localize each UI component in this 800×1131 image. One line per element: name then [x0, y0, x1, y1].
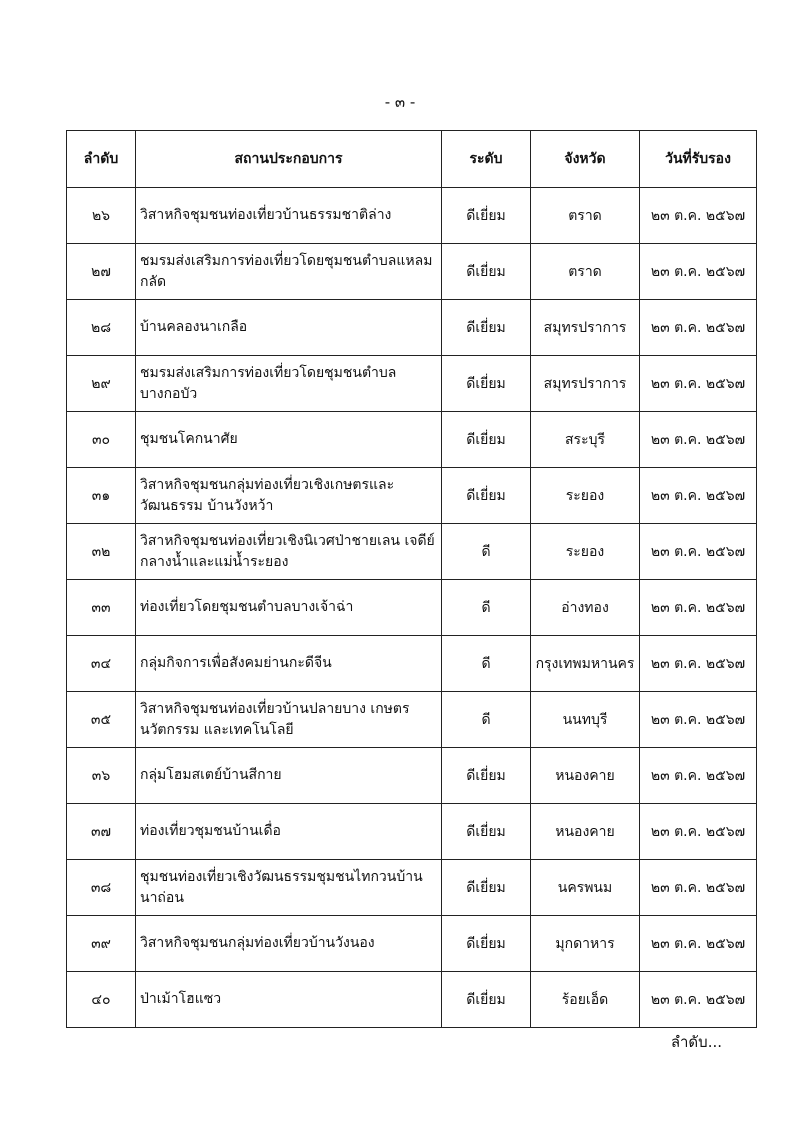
table-row — [67, 524, 757, 580]
province: อ่างทอง — [531, 580, 640, 636]
operator-name: วิสาหกิจชุมชนท่องเที่ยวบ้านธรรมชาติล่าง — [136, 188, 442, 244]
table-row — [67, 300, 757, 356]
province: ระยอง — [531, 524, 640, 580]
certification-level: ดีเยี่ยม — [442, 860, 531, 916]
row-number: ๓๔ — [67, 636, 136, 692]
table-row — [67, 972, 757, 1028]
table-row — [67, 468, 757, 524]
certification-level: ดีเยี่ยม — [442, 356, 531, 412]
table-header-row — [67, 131, 757, 188]
operator-name: ป่าเม้าโฮแซว — [136, 972, 442, 1028]
header-level: ระดับ — [442, 131, 531, 188]
certification-date: ๒๓ ต.ค. ๒๕๖๗ — [640, 188, 757, 244]
table-row — [67, 356, 757, 412]
province: สมุทรปราการ — [531, 356, 640, 412]
certification-date: ๒๓ ต.ค. ๒๕๖๗ — [640, 356, 757, 412]
header-no: ลำดับ — [67, 131, 136, 188]
operator-name: กลุ่มกิจการเพื่อสังคมย่านกะดีจีน — [136, 636, 442, 692]
row-number: ๓๙ — [67, 916, 136, 972]
certification-date: ๒๓ ต.ค. ๒๕๖๗ — [640, 804, 757, 860]
certified-operators-table — [66, 130, 757, 1028]
row-number: ๓๓ — [67, 580, 136, 636]
certification-date: ๒๓ ต.ค. ๒๕๖๗ — [640, 412, 757, 468]
header-date: วันที่รับรอง — [640, 131, 757, 188]
row-number: ๓๒ — [67, 524, 136, 580]
province: สระบุรี — [531, 412, 640, 468]
row-number: ๓๐ — [67, 412, 136, 468]
operator-name: บ้านคลองนาเกลือ — [136, 300, 442, 356]
certification-level: ดีเยี่ยม — [442, 804, 531, 860]
certification-date: ๒๓ ต.ค. ๒๕๖๗ — [640, 580, 757, 636]
certification-level: ดีเยี่ยม — [442, 916, 531, 972]
certification-date: ๒๓ ต.ค. ๒๕๖๗ — [640, 300, 757, 356]
province: นครพนม — [531, 860, 640, 916]
table-body — [67, 188, 757, 1028]
row-number: ๒๗ — [67, 244, 136, 300]
certification-level: ดี — [442, 692, 531, 748]
operator-name: กลุ่มโฮมสเตย์บ้านสีกาย — [136, 748, 442, 804]
certification-date: ๒๓ ต.ค. ๒๕๖๗ — [640, 468, 757, 524]
table-row — [67, 412, 757, 468]
operator-name: วิสาหกิจชุมชนกลุ่มท่องเที่ยวเชิงเกษตรและวัฒนธรรม บ้านวังหว้า — [136, 468, 442, 524]
row-number: ๒๙ — [67, 356, 136, 412]
header-name: สถานประกอบการ — [136, 131, 442, 188]
operator-name: ชุมชนท่องเที่ยวเชิงวัฒนธรรมชุมชนไทกวนบ้านนาถ่อน — [136, 860, 442, 916]
province: กรุงเทพมหานคร — [531, 636, 640, 692]
certification-date: ๒๓ ต.ค. ๒๕๖๗ — [640, 972, 757, 1028]
table-row — [67, 748, 757, 804]
table-row — [67, 804, 757, 860]
table-row — [67, 692, 757, 748]
table-row — [67, 244, 757, 300]
table-row — [67, 636, 757, 692]
page-number: - ๓ - — [384, 93, 416, 111]
table-row — [67, 580, 757, 636]
header-province: จังหวัด — [531, 131, 640, 188]
certification-level: ดี — [442, 636, 531, 692]
certification-date: ๒๓ ต.ค. ๒๕๖๗ — [640, 748, 757, 804]
certification-level: ดีเยี่ยม — [442, 972, 531, 1028]
province: หนองคาย — [531, 748, 640, 804]
certification-level: ดีเยี่ยม — [442, 244, 531, 300]
province: มุกดาหาร — [531, 916, 640, 972]
province: ระยอง — [531, 468, 640, 524]
certification-date: ๒๓ ต.ค. ๒๕๖๗ — [640, 244, 757, 300]
operator-name: ชุมชนโคกนาศัย — [136, 412, 442, 468]
certification-level: ดี — [442, 524, 531, 580]
row-number: ๒๘ — [67, 300, 136, 356]
certification-date: ๒๓ ต.ค. ๒๕๖๗ — [640, 524, 757, 580]
certification-date: ๒๓ ต.ค. ๒๕๖๗ — [640, 916, 757, 972]
operator-name: วิสาหกิจชุมชนท่องเที่ยวบ้านปลายบาง เกษตร นวัตกรรม และเทคโนโลยี — [136, 692, 442, 748]
province: ร้อยเอ็ด — [531, 972, 640, 1028]
province: หนองคาย — [531, 804, 640, 860]
province: นนทบุรี — [531, 692, 640, 748]
certification-level: ดีเยี่ยม — [442, 188, 531, 244]
certification-level: ดีเยี่ยม — [442, 300, 531, 356]
operator-name: ชมรมส่งเสริมการท่องเที่ยวโดยชุมชนตำบลบางกอบัว — [136, 356, 442, 412]
certification-date: ๒๓ ต.ค. ๒๕๖๗ — [640, 860, 757, 916]
row-number: ๓๗ — [67, 804, 136, 860]
row-number: ๓๑ — [67, 468, 136, 524]
certification-level: ดีเยี่ยม — [442, 748, 531, 804]
province: สมุทรปราการ — [531, 300, 640, 356]
row-number: ๓๕ — [67, 692, 136, 748]
row-number: ๒๖ — [67, 188, 136, 244]
operator-name: ชมรมส่งเสริมการท่องเที่ยวโดยชุมชนตำบลแหลมกลัด — [136, 244, 442, 300]
province: ตราด — [531, 188, 640, 244]
operator-name: วิสาหกิจชุมชนกลุ่มท่องเที่ยวบ้านวังนอง — [136, 916, 442, 972]
certification-date: ๒๓ ต.ค. ๒๕๖๗ — [640, 692, 757, 748]
row-number: ๔๐ — [67, 972, 136, 1028]
certification-level: ดีเยี่ยม — [442, 468, 531, 524]
certification-date: ๒๓ ต.ค. ๒๕๖๗ — [640, 636, 757, 692]
continued-note: ลำดับ... — [670, 1033, 722, 1051]
row-number: ๓๘ — [67, 860, 136, 916]
province: ตราด — [531, 244, 640, 300]
certification-level: ดีเยี่ยม — [442, 412, 531, 468]
table-row — [67, 188, 757, 244]
table-row — [67, 916, 757, 972]
operator-name: วิสาหกิจชุมชนท่องเที่ยวเชิงนิเวศป่าชายเลน เจดีย์กลางน้ำและแม่น้ำระยอง — [136, 524, 442, 580]
table-row — [67, 860, 757, 916]
certification-level: ดี — [442, 580, 531, 636]
row-number: ๓๖ — [67, 748, 136, 804]
operator-name: ท่องเที่ยวชุมชนบ้านเดื่อ — [136, 804, 442, 860]
operator-name: ท่องเที่ยวโดยชุมชนตำบลบางเจ้าฉ่า — [136, 580, 442, 636]
